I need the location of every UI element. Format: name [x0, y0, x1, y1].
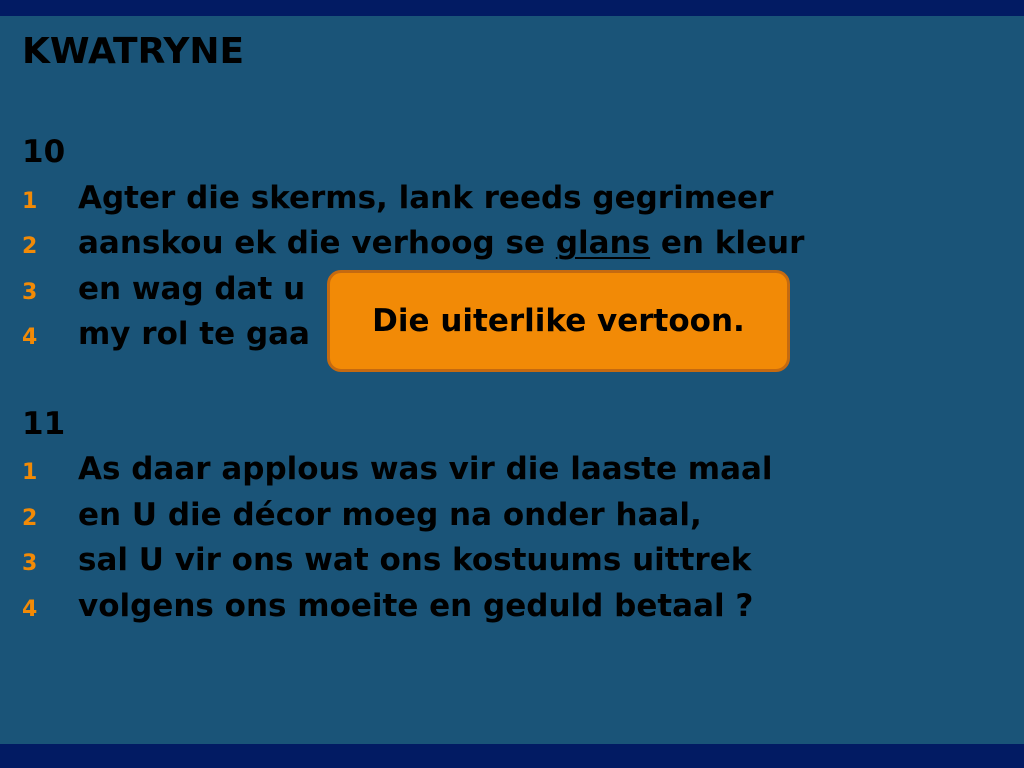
line-text: volgens ons moeite en geduld betaal ?	[78, 588, 754, 624]
poem-line	[22, 223, 804, 263]
line-text: en wag dat u	[78, 271, 306, 307]
line-number: 1	[22, 188, 38, 214]
poem-line	[22, 314, 310, 354]
poem-line	[22, 449, 773, 489]
line-text-pre: aanskou ek die verhoog se	[78, 225, 556, 261]
top-bar	[0, 0, 1024, 16]
line-number: 3	[22, 550, 38, 576]
underlined-word[interactable]: glans	[555, 225, 651, 261]
slide-title: KWATRYNE	[22, 31, 245, 72]
stanza-number: 10	[22, 134, 66, 170]
line-text: my rol te gaa	[78, 316, 310, 352]
poem-line	[22, 178, 773, 218]
stanza-number: 11	[22, 406, 66, 442]
line-text: Agter die skerms, lank reeds gegrimeer	[78, 180, 774, 216]
line-number: 2	[22, 233, 38, 259]
line-text: As daar applous was vir die laaste maal	[78, 451, 773, 487]
line-number: 1	[22, 459, 38, 485]
line-number: 3	[22, 279, 38, 305]
poem-line	[22, 586, 753, 626]
poem-line	[22, 495, 702, 535]
line-text: sal U vir ons wat ons kostuums uittrek	[78, 542, 752, 578]
callout-text: Die uiterlike vertoon.	[372, 303, 745, 339]
bottom-bar	[0, 744, 1024, 768]
poem-line	[22, 269, 305, 309]
line-text	[78, 225, 804, 261]
definition-callout[interactable]	[327, 270, 790, 372]
poem-line	[22, 540, 751, 580]
line-text-post: en kleur	[650, 225, 805, 261]
line-number: 4	[22, 596, 38, 622]
line-text: en U die décor moeg na onder haal,	[78, 497, 702, 533]
line-number: 2	[22, 505, 38, 531]
line-number: 4	[22, 324, 38, 350]
